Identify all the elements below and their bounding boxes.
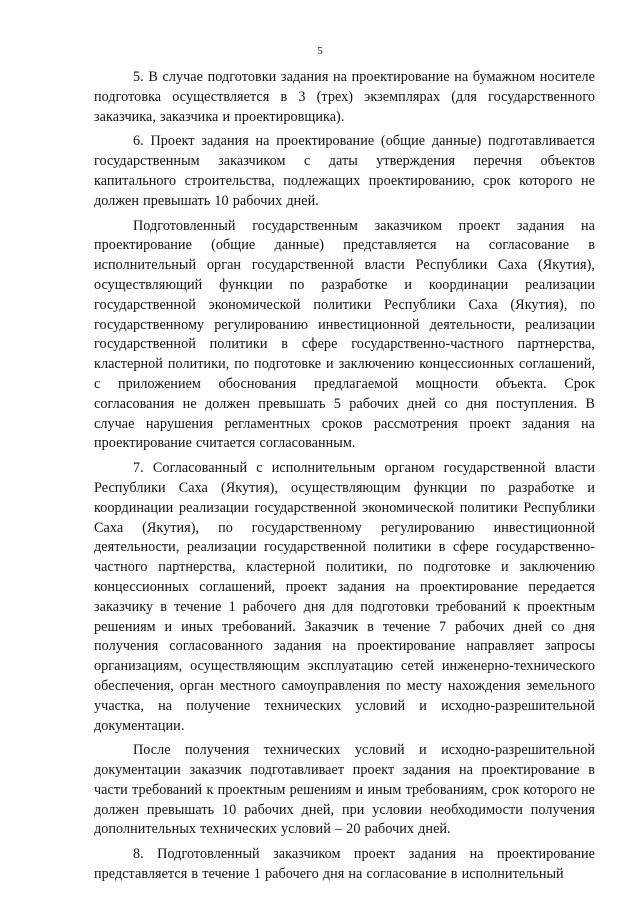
paragraph-clause-7: 7. Согласованный с исполнительным органом государственной власти Республики Саха (Якутия), осуществляющим функции по разработке и координации реализации государственной экономической политики Республики Саха (Якутия), по государственному регулированию инвестиционной деятельности, реализации государственной политики в сфере государственно-частного партнерства, кластерной политики, по подготовке и заключению концессионных соглашений, проект задания на проектирование передается заказчику в течение 1 рабочего дня для подготовки требований к проектным решениям и иных требований. Заказчик в течение 7 рабочих дней со дня получения согласованного задания на проектирование направляет запросы организациям, осуществляющим эксплуатацию сетей инженерно-технического обеспечения, орган местного самоуправления по месту нахождения земельного участка, на получение технических условий и исходно-разрешительной документации. bbox=[94, 460, 595, 734]
document-body bbox=[94, 68, 595, 890]
paragraph-clause-8: 8. Подготовленный заказчиком проект задания на проектирование представляется в течение 1 рабочего дня на согласование в исполнительный bbox=[94, 846, 595, 883]
paragraph-clause-5: 5. В случае подготовки задания на проектирование на бумажном носителе подготовка осуществляется в 3 (трех) экземплярах (для государственного заказчика, заказчика и проектировщика). bbox=[94, 69, 595, 125]
paragraph-clause-6-approval: Подготовленный государственным заказчиком проект задания на проектирование (общие данные) представляется на согласование в исполнительный орган государственной власти Республики Саха (Якутия), осуществляющий функции по разработке и координации реализации государственной экономической политики Республики Саха (Якутия), по государственному регулированию инвестиционной деятельности, реализации государственной политики в сфере государственно-частного партнерства, кластерной политики, по подготовке и заключению концессионных соглашений, с приложением обоснования предлагаемой мощности объекта. Срок согласования не должен превышать 5 рабочих дней со дня поступления. В случае нарушения регламентных сроков рассмотрения проект задания на проектирование считается согласованным. bbox=[94, 217, 595, 452]
page-number: 5 bbox=[317, 45, 323, 57]
paragraph-clause-7-requirements: После получения технических условий и исходно-разрешительной документации заказчик подготавливает проект задания на проектирование в части требований к проектным решениям и иным требованиям, срок которого не должен превышать 10 рабочих дней, при условии необходимости получения дополнительных технических условий – 20 рабочих дней. bbox=[94, 742, 595, 838]
paragraph-clause-6: 6. Проект задания на проектирование (общие данные) подготавливается государственным заказчиком с даты утверждения перечня объектов капитального строительства, подлежащих проектированию, срок которого не должен превышать 10 рабочих дней. bbox=[94, 133, 595, 209]
